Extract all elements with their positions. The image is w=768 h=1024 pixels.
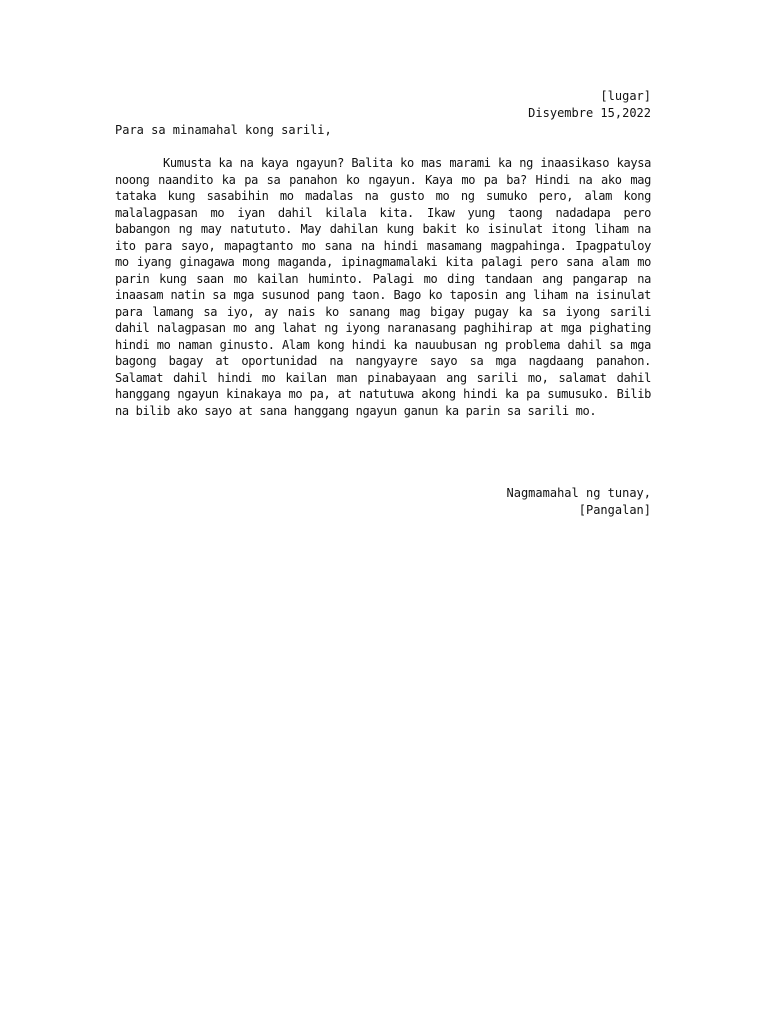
letter-date: Disyembre 15,2022	[528, 105, 651, 120]
closing-block	[115, 485, 651, 518]
letter-closing: Nagmamahal ng tunay,	[506, 486, 651, 500]
letter-body: Kumusta ka na kaya ngayun? Balita ko mas marami ka ng inaasikaso kaysa noong naandito ka pa sa panahon ko ngayun. Kaya mo pa ba? Hindi na ako mag tataka kung sasabihin mo madalas na gusto mo ng sumuko pero, alam kong malalagpasan mo iyan dahil kilala kita. Ikaw yung taong nadadapa pero babangon ng may natututo. May dahilan kung bakit ko isinulat itong liham na ito para sayo, mapagtanto mo sana na hindi masamang magpahinga. Ipagpatuloy mo iyang ginagawa mong maganda, ipinagmamalaki kita palagi pero sana alam mo parin kung saan mo kailan huminto. Palagi mo ding tandaan ang pangarap na inaasam natin sa mga susunod pang taon. Bago ko taposin ang liham na isinulat para lamang sa iyo, ay nais ko sanang mag bigay pugay ka sa iyong sarili dahil nalagpasan mo ang lahat ng iyong naranasang paghihirap at mga pighating hindi mo naman ginusto. Alam kong hindi ka nauubusan ng problema dahil sa mga bagong bagay at oportunidad na nangyayre sayo sa mga nagdaang panahon. Salamat dahil hindi mo kailan man pinabayaan ang sarili mo, salamat dahil hanggang ngayun kinakaya mo pa, at natutuwa akong hindi ka pa sumusuko. Bilib na bilib ako sayo at sana hanggang ngayun ganun ka parin sa sarili mo.	[115, 156, 651, 418]
letter-place: [lugar]	[600, 89, 651, 103]
letter	[115, 88, 651, 518]
letter-salutation: Para sa minamahal kong sarili,	[115, 123, 332, 137]
letter-signature: [Pangalan]	[578, 502, 651, 517]
